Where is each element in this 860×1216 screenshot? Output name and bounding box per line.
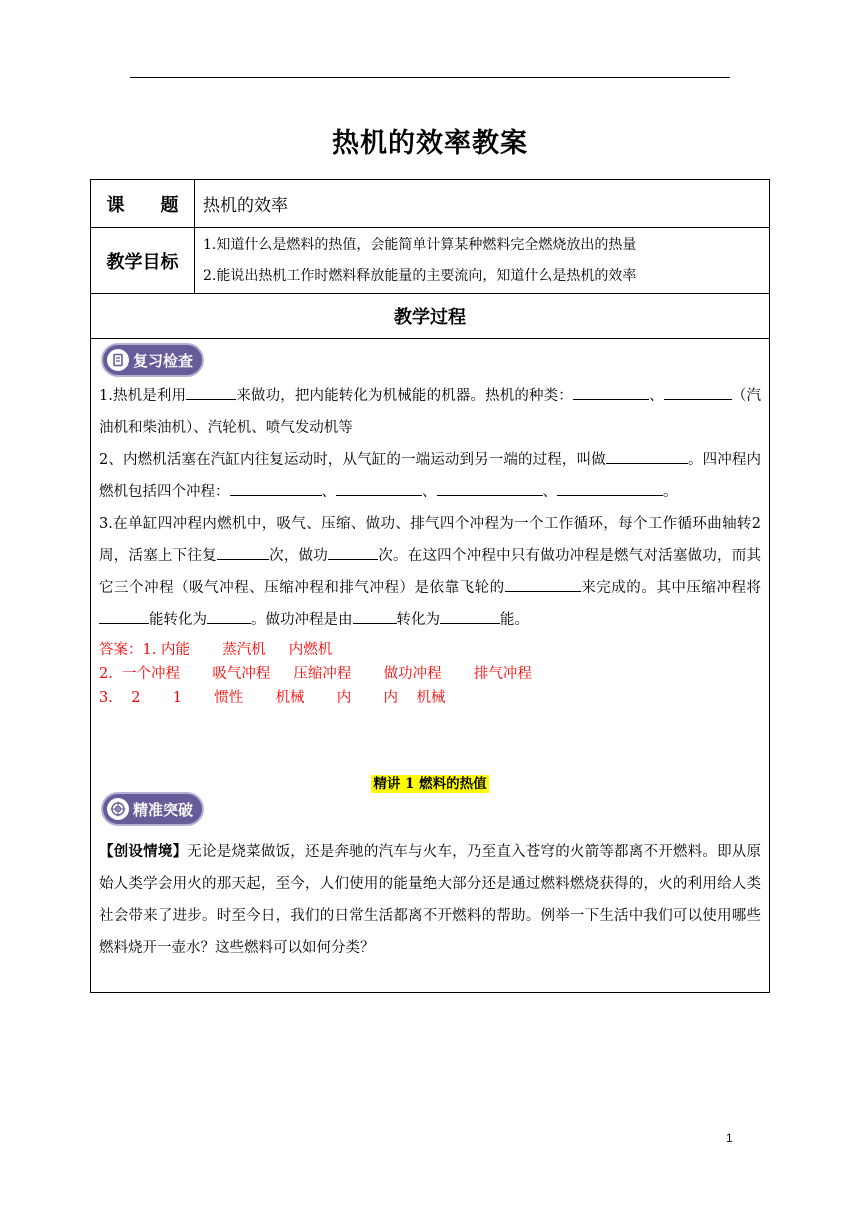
fill-blank bbox=[353, 607, 397, 624]
fill-blank bbox=[573, 383, 649, 400]
review-question-2: 2、内燃机活塞在汽缸内往复运动时，从气缸的一端运动到另一端的过程，叫做 。四冲程内燃机包括四个冲程： 、 、 、 。 bbox=[99, 444, 761, 508]
scenario-label: 【创设情境】 bbox=[99, 843, 188, 860]
goal-item: 1.知道什么是燃料的热值，会能简单计算某种燃料完全燃烧放出的热量 bbox=[203, 236, 637, 253]
goal-item: 2.能说出热机工作时燃料释放能量的主要流向，知道什么是热机的效率 bbox=[203, 267, 637, 284]
header-rule bbox=[130, 77, 730, 78]
review-badge-label: 复习检查 bbox=[133, 351, 194, 370]
scenario-text: 无论是烧菜做饭，还是奔驰的汽车与火车，乃至直入苍穹的火箭等都离不开燃料。即从原始人类学会用火的那天起，至今，人们使用的能量绝大部分还是通过燃料燃烧获得的，火的利用给人类社会带来了进步。时至今日，我们的日常生活都离不开燃料的帮助。例举一下生活中我们可以使用哪些燃料烧开一壶水？这些燃料可以如何分类？ bbox=[99, 844, 761, 956]
answer-line: 答案：1. 内能 蒸汽机 内燃机 bbox=[99, 642, 333, 658]
topic-row bbox=[91, 180, 770, 228]
review-question-1: 1.热机是利用 来做功，把内能转化为机械能的机器。热机的种类： 、 （汽油机和柴油机）、汽轮机、喷气发动机等 bbox=[99, 380, 761, 444]
review-badge bbox=[103, 345, 202, 375]
document-title: 热机的效率教案 bbox=[332, 128, 528, 159]
fill-blank bbox=[505, 575, 581, 592]
page-number: 1 bbox=[726, 1131, 733, 1145]
goals-label: 教学目标 bbox=[91, 228, 195, 294]
fill-blank bbox=[440, 607, 500, 624]
goals-row bbox=[91, 228, 770, 294]
fill-blank bbox=[207, 607, 251, 624]
lecture-heading: 精讲 1 燃料的热值 bbox=[373, 776, 487, 792]
fill-blank bbox=[328, 543, 378, 560]
fill-blank bbox=[664, 383, 732, 400]
precision-badge bbox=[103, 794, 202, 824]
answer-block bbox=[99, 638, 761, 710]
fill-blank bbox=[557, 479, 663, 496]
process-title: 教学过程 bbox=[91, 294, 770, 339]
topic-value: 热机的效率 bbox=[195, 180, 770, 228]
scenario-paragraph bbox=[99, 836, 761, 964]
lecture-heading-row bbox=[99, 772, 761, 794]
review-question-3: 3.在单缸四冲程内燃机中，吸气、压缩、做功、排气四个冲程为一个工作循环，每个工作循环曲轴转2周，活塞上下往复 次，做功 次。在这四个冲程中只有做功冲程是燃气对活塞做功，而其它三个冲程（吸气冲程、压缩冲程和排气冲程）是依靠飞轮的 来完成的。其中压缩冲程将能转化为 。做功冲程是由 转化为 能。 bbox=[99, 516, 762, 628]
lesson-plan-table bbox=[90, 179, 770, 993]
fill-blank bbox=[217, 543, 269, 560]
goals-list bbox=[195, 228, 770, 294]
precision-badge-label: 精准突破 bbox=[133, 800, 194, 819]
fill-blank bbox=[186, 383, 236, 400]
content-row bbox=[91, 339, 770, 993]
answer-line: 2. 一个冲程 吸气冲程 压缩冲程 做功冲程 排气冲程 bbox=[99, 666, 532, 682]
fill-blank bbox=[99, 607, 149, 624]
fill-blank bbox=[606, 447, 688, 464]
fill-blank bbox=[437, 479, 543, 496]
target-icon bbox=[107, 798, 129, 820]
answer-line: 3. 2 1 惯性 机械 内 内 机械 bbox=[99, 690, 446, 706]
topic-label: 课 题 bbox=[91, 180, 195, 228]
process-row bbox=[91, 294, 770, 339]
fill-blank bbox=[230, 479, 322, 496]
document-icon bbox=[107, 349, 129, 371]
fill-blank bbox=[336, 479, 422, 496]
lesson-content bbox=[91, 339, 770, 993]
